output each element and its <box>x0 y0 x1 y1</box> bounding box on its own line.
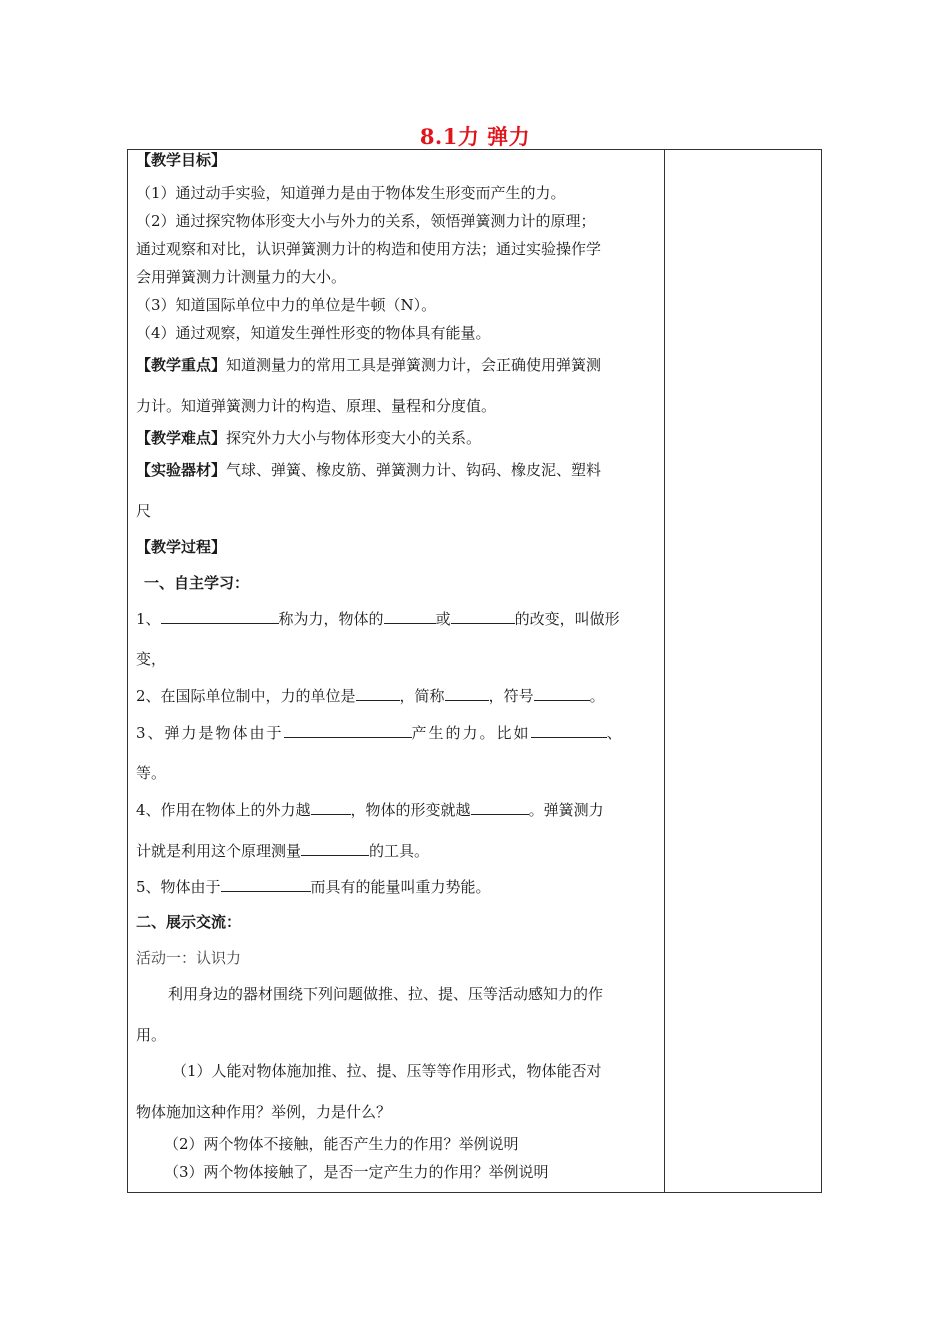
equipment-text: 气球、弹簧、橡皮筋、弹簧测力计、钩码、橡皮泥、塑料 <box>226 461 602 479</box>
objective-3: （3）知道国际单位中力的单位是牛顿（N）。 <box>136 296 437 314</box>
q3-part: 、 <box>606 724 624 742</box>
q2-part: ，简称 <box>399 687 445 705</box>
q4-part: 计就是利用这个原理测量 <box>136 842 302 860</box>
question-2 <box>136 684 605 707</box>
q2-part: 2、在国际单位制中，力的单位是 <box>136 687 356 705</box>
q3-part: 产生的力。比如 <box>411 724 531 742</box>
blank[interactable] <box>301 839 369 856</box>
equipment <box>136 459 601 481</box>
activity-q3: （3）两个物体接触了，是否一定产生力的作用？举例说明 <box>164 1163 549 1181</box>
objectives-heading: 【教学目标】 <box>136 151 227 169</box>
question-3 <box>136 721 624 744</box>
q1-part: 的改变，叫做形 <box>514 610 620 628</box>
key-points-label: 【教学重点】 <box>136 356 227 374</box>
blank[interactable] <box>451 607 515 624</box>
objective-2: （2）通过探究物体形变大小与外力的关系，领悟弹簧测力计的原理； <box>136 212 596 230</box>
key-points <box>136 354 601 376</box>
process-heading: 【教学过程】 <box>136 538 227 556</box>
question-1-cont: 变， <box>136 650 167 668</box>
objective-4: （4）通过观察，知道发生弹性形变的物体具有能量。 <box>136 324 491 342</box>
objective-2-end: 会用弹簧测力计测量力的大小。 <box>136 268 347 286</box>
q1-part: 或 <box>435 610 451 628</box>
section-self-study: 一、自主学习： <box>144 574 250 592</box>
blank[interactable] <box>384 607 436 624</box>
question-3-cont: 等。 <box>136 764 167 782</box>
key-points-cont: 力计。知道弹簧测力计的构造、原理、量程和分度值。 <box>136 397 497 415</box>
q2-part: ，符号 <box>488 687 534 705</box>
activity-1-title: 活动一：认识力 <box>136 949 242 967</box>
q1-part: 1、 <box>136 610 161 628</box>
column-divider <box>664 150 665 1192</box>
activity-q2: （2）两个物体不接触，能否产生力的作用？举例说明 <box>164 1135 519 1153</box>
q5-part: 5、物体由于 <box>136 878 221 896</box>
question-1 <box>136 607 620 630</box>
q4-part: 的工具。 <box>369 842 430 860</box>
blank[interactable] <box>311 798 351 815</box>
equipment-label: 【实验器材】 <box>136 461 227 479</box>
q4-part: 。弹簧测力 <box>528 801 604 819</box>
q1-part: 称为力，物体的 <box>278 610 384 628</box>
equipment-cont: 尺 <box>136 502 152 520</box>
blank[interactable] <box>221 875 311 892</box>
question-4 <box>136 798 604 821</box>
activity-q1-cont: 物体施加这种作用？举例，力是什么？ <box>136 1103 392 1121</box>
section-exchange: 二、展示交流： <box>136 913 242 931</box>
blank[interactable] <box>531 721 607 738</box>
blank[interactable] <box>284 721 412 738</box>
difficulty <box>136 427 481 449</box>
blank[interactable] <box>445 684 489 701</box>
blank[interactable] <box>161 607 279 624</box>
activity-1-text-cont: 用。 <box>136 1026 167 1044</box>
q5-part: 而具有的能量叫重力势能。 <box>310 878 491 896</box>
objective-1: （1）通过动手实验，知道弹力是由于物体发生形变而产生的力。 <box>136 184 566 202</box>
difficulty-label: 【教学难点】 <box>136 429 227 447</box>
difficulty-text: 探究外力大小与物体形变大小的关系。 <box>226 429 482 447</box>
q4-part: ，物体的形变就越 <box>350 801 471 819</box>
activity-q1: （1）人能对物体施加推、拉、提、压等等作用形式，物体能否对 <box>172 1062 602 1080</box>
question-4-cont <box>136 839 429 862</box>
page-title: 8.1力 弹力 <box>419 124 531 149</box>
q3-part: 3、弹力是物体由于 <box>136 724 284 742</box>
blank[interactable] <box>534 684 590 701</box>
key-points-text: 知道测量力的常用工具是弹簧测力计，会正确使用弹簧测 <box>226 356 602 374</box>
objective-2-cont: 通过观察和对比，认识弹簧测力计的构造和使用方法；通过实验操作学 <box>136 240 602 258</box>
q4-part: 4、作用在物体上的外力越 <box>136 801 311 819</box>
blank[interactable] <box>471 798 529 815</box>
activity-1-text: 利用身边的器材围绕下列问题做推、拉、提、压等活动感知力的作 <box>168 985 604 1003</box>
blank[interactable] <box>356 684 400 701</box>
q2-part: 。 <box>589 687 605 705</box>
question-5 <box>136 875 491 898</box>
